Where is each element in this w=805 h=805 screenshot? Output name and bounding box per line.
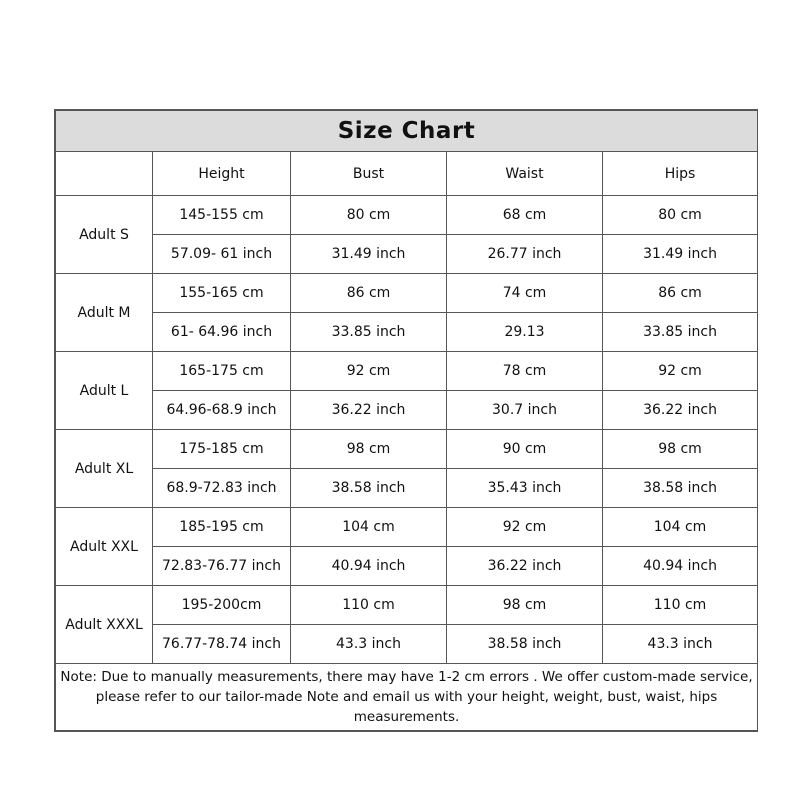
waist-cm-cell: 68 cm <box>447 196 603 235</box>
header-height: Height <box>153 152 291 196</box>
size-label: Adult M <box>56 274 153 352</box>
note-text: Note: Due to manually measurements, there may have 1-2 cm errors . We offer custom-made service, please refer to our tailor-made Note and email us with your height, weight, bust, waist, hips measurements. <box>56 664 758 731</box>
height-inch-cell: 61- 64.96 inch <box>153 313 291 352</box>
height-cm-cell: 145-155 cm <box>153 196 291 235</box>
waist-inch-cell: 35.43 inch <box>447 469 603 508</box>
waist-cm-cell: 98 cm <box>447 586 603 625</box>
bust-cm-cell: 110 cm <box>291 586 447 625</box>
table-row <box>56 196 758 235</box>
table-row <box>56 391 758 430</box>
size-label: Adult XL <box>56 430 153 508</box>
header-size <box>56 152 153 196</box>
bust-cm-cell: 80 cm <box>291 196 447 235</box>
height-cm-cell: 165-175 cm <box>153 352 291 391</box>
height-cm-cell: 175-185 cm <box>153 430 291 469</box>
size-label: Adult S <box>56 196 153 274</box>
height-inch-cell: 72.83-76.77 inch <box>153 547 291 586</box>
hips-cm-cell: 80 cm <box>603 196 758 235</box>
size-label: Adult XXL <box>56 508 153 586</box>
bust-cm-cell: 86 cm <box>291 274 447 313</box>
height-cm-cell: 185-195 cm <box>153 508 291 547</box>
table-row <box>56 469 758 508</box>
hips-inch-cell: 36.22 inch <box>603 391 758 430</box>
waist-inch-cell: 36.22 inch <box>447 547 603 586</box>
hips-cm-cell: 86 cm <box>603 274 758 313</box>
height-cm-cell: 155-165 cm <box>153 274 291 313</box>
size-label: Adult L <box>56 352 153 430</box>
bust-inch-cell: 40.94 inch <box>291 547 447 586</box>
waist-inch-cell: 30.7 inch <box>447 391 603 430</box>
header-bust: Bust <box>291 152 447 196</box>
hips-inch-cell: 33.85 inch <box>603 313 758 352</box>
table-row <box>56 274 758 313</box>
waist-cm-cell: 90 cm <box>447 430 603 469</box>
bust-cm-cell: 92 cm <box>291 352 447 391</box>
waist-cm-cell: 78 cm <box>447 352 603 391</box>
height-inch-cell: 57.09- 61 inch <box>153 235 291 274</box>
hips-cm-cell: 104 cm <box>603 508 758 547</box>
table-row <box>56 508 758 547</box>
size-label: Adult XXXL <box>56 586 153 664</box>
hips-cm-cell: 98 cm <box>603 430 758 469</box>
header-hips: Hips <box>603 152 758 196</box>
height-inch-cell: 76.77-78.74 inch <box>153 625 291 664</box>
bust-inch-cell: 33.85 inch <box>291 313 447 352</box>
bust-inch-cell: 43.3 inch <box>291 625 447 664</box>
bust-inch-cell: 36.22 inch <box>291 391 447 430</box>
waist-inch-cell: 26.77 inch <box>447 235 603 274</box>
height-cm-cell: 195-200cm <box>153 586 291 625</box>
table-row <box>56 547 758 586</box>
waist-cm-cell: 74 cm <box>447 274 603 313</box>
bust-inch-cell: 38.58 inch <box>291 469 447 508</box>
waist-cm-cell: 92 cm <box>447 508 603 547</box>
size-chart-table <box>55 110 758 731</box>
header-waist: Waist <box>447 152 603 196</box>
table-row <box>56 235 758 274</box>
table-row <box>56 352 758 391</box>
header-row <box>56 152 758 196</box>
bust-cm-cell: 104 cm <box>291 508 447 547</box>
hips-cm-cell: 92 cm <box>603 352 758 391</box>
hips-inch-cell: 38.58 inch <box>603 469 758 508</box>
hips-inch-cell: 40.94 inch <box>603 547 758 586</box>
bust-inch-cell: 31.49 inch <box>291 235 447 274</box>
hips-inch-cell: 43.3 inch <box>603 625 758 664</box>
size-chart <box>54 109 758 732</box>
table-row <box>56 586 758 625</box>
table-row <box>56 625 758 664</box>
height-inch-cell: 68.9-72.83 inch <box>153 469 291 508</box>
chart-title: Size Chart <box>56 111 758 152</box>
table-row <box>56 313 758 352</box>
bust-cm-cell: 98 cm <box>291 430 447 469</box>
hips-cm-cell: 110 cm <box>603 586 758 625</box>
waist-inch-cell: 29.13 <box>447 313 603 352</box>
waist-inch-cell: 38.58 inch <box>447 625 603 664</box>
height-inch-cell: 64.96-68.9 inch <box>153 391 291 430</box>
hips-inch-cell: 31.49 inch <box>603 235 758 274</box>
table-row <box>56 430 758 469</box>
